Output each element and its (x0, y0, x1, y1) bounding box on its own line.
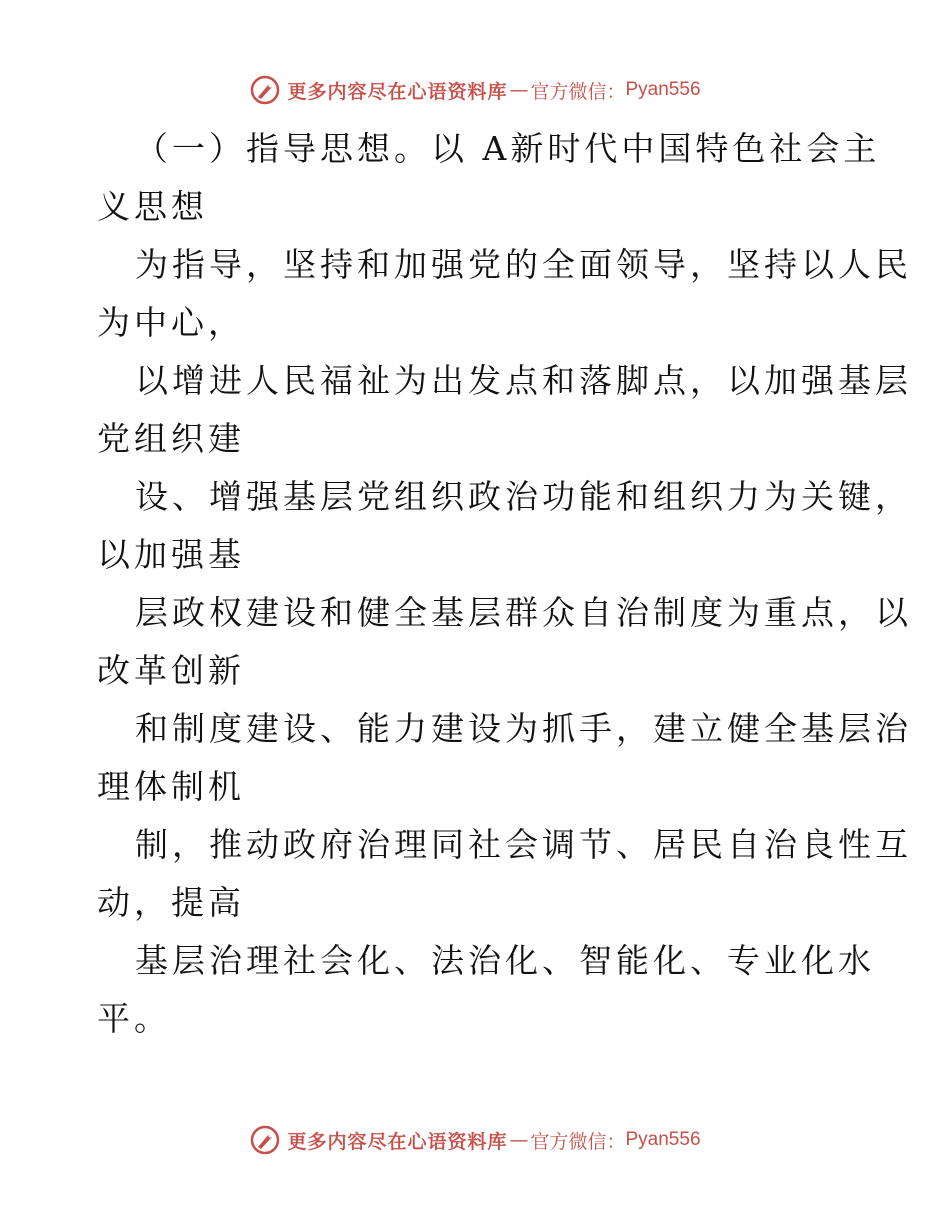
text-line: 基层治理社会化、法治化、智能化、专业化水 (135, 941, 875, 980)
text-line: 为指导，坚持和加强党的全面领导，坚持以人民 (135, 245, 912, 284)
banner-dash: — (509, 79, 529, 101)
header-banner (0, 70, 950, 110)
text-line: 改革创新 (97, 651, 245, 690)
text-line: 以加强基 (97, 535, 245, 574)
text-line: 义思想 (97, 187, 208, 226)
banner-wechat-id: Pyan556 (625, 79, 701, 100)
text-line: 动，提高 (97, 883, 245, 922)
banner-title: 更多内容尽在心语资料库 (287, 80, 508, 103)
document-body (97, 120, 912, 1048)
text-line: 党组织建 (97, 419, 245, 458)
pen-nib-logo-icon (249, 74, 281, 106)
text-line: 和制度建设、能力建设为抓手，建立健全基层治 (135, 709, 912, 748)
text-line: （一）指导思想。以 A新时代中国特色社会主 (135, 129, 881, 168)
pen-nib-logo-icon (249, 1124, 281, 1156)
banner-wechat-label: 官方微信： (530, 80, 626, 103)
text-line: 设、增强基层党组织政治功能和组织力为关键， (135, 477, 912, 516)
text-line: 层政权建设和健全基层群众自治制度为重点，以 (135, 593, 912, 632)
banner-title: 更多内容尽在心语资料库 (287, 1130, 508, 1153)
text-line: 为中心， (97, 303, 245, 342)
banner-dash: — (509, 1129, 529, 1151)
text-line: 平。 (97, 999, 171, 1038)
banner-wechat-id: Pyan556 (625, 1129, 701, 1150)
banner-wechat-label: 官方微信： (530, 1130, 626, 1153)
text-line: 制，推动政府治理同社会调节、居民自治良性互 (135, 825, 912, 864)
footer-banner (0, 1120, 950, 1160)
text-line: 理体制机 (97, 767, 245, 806)
text-line: 以增进人民福祉为出发点和落脚点，以加强基层 (135, 361, 912, 400)
